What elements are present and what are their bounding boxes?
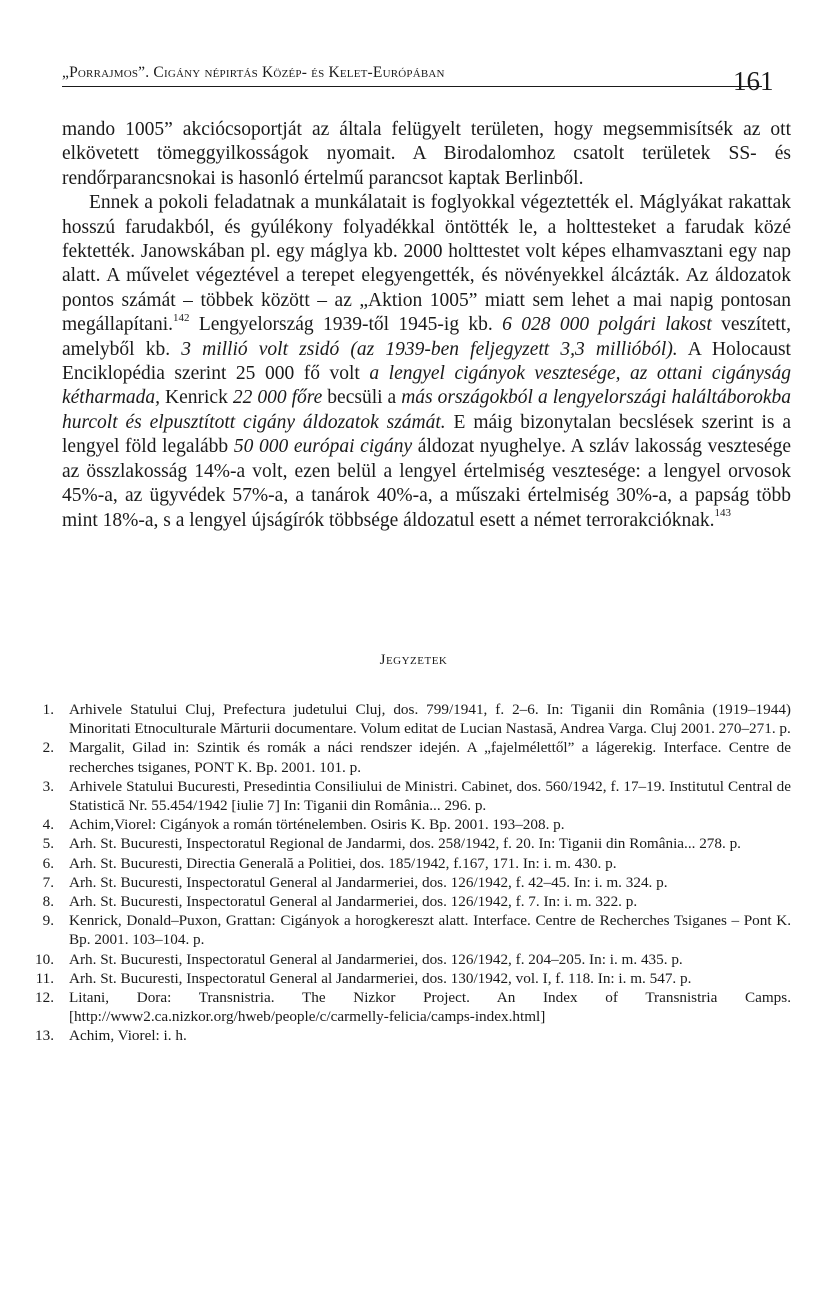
italic-figure: 50 000 európai cigány bbox=[233, 436, 413, 458]
notes-heading: Jegyzetek bbox=[379, 652, 448, 668]
note-item bbox=[28, 815, 791, 834]
note-text: Achim, Viorel: i. h. bbox=[69, 1027, 187, 1045]
note-text: Arhivele Statului Bucuresti, Presedintia Consiliului de Ministri. Cabinet, dos. 560/1942, f. 17–19. Institutul Central de Statistică Nr. 55.454/1942 [iulie 7] In: Tiganii din România... 296. p. bbox=[69, 777, 791, 815]
paragraph-2-text: E máig bizonytalan becslések szerint is a lengyel föld legalább bbox=[62, 411, 792, 458]
note-item bbox=[28, 854, 791, 873]
note-number: 11. bbox=[35, 969, 54, 987]
footnote-ref-143: 143 bbox=[714, 507, 731, 519]
page-number: 161 bbox=[733, 66, 774, 96]
paragraph-2 bbox=[62, 191, 791, 533]
note-number: 12. bbox=[35, 989, 54, 1007]
paragraph-2-text: A Holocaust Enciklopédia szerint 25 000 fő volt bbox=[62, 338, 791, 385]
main-text bbox=[62, 118, 791, 533]
note-item bbox=[28, 911, 791, 949]
note-item bbox=[28, 738, 791, 776]
italic-figure: a lengyel cigányok vesztesége, az ottani cigányság kétharmada, bbox=[62, 363, 791, 409]
italic-figure: 3 millió volt zsidó (az 1939-ben feljegyzett 3,3 millióból). bbox=[181, 338, 678, 360]
note-item bbox=[28, 892, 791, 911]
note-text: Arhivele Statului Cluj, Prefectura judetului Cluj, dos. 799/1941, f. 2–6. In: Tiganii din România (1919–1944) Minoritati Etnoculturale Mărturii documentare. Volum editat de Lucian Nastasă, Andrea Varga. Cluj 2001. 270–271. p. bbox=[69, 701, 791, 738]
paragraph-1 bbox=[62, 118, 791, 191]
note-number: 9. bbox=[42, 912, 54, 930]
note-number: 3. bbox=[42, 777, 54, 795]
note-text: Arh. St. Bucuresti, Inspectoratul General al Jandarmeriei, dos. 126/1942, f. 204–205. In: i. m. 435. p. bbox=[69, 950, 683, 968]
paragraph-2-text: Ennek a pokoli feladatnak a munkálatait is foglyokkal végeztették el. Máglyákat rakattak hosszú farudakból, és gyúlékony folyadékkal öntötték le, a holttesteket a farudak közé fektették. Janowskában pl. egy máglya kb. 2000 holttestet volt képes elhamvasztani egy nap alatt. A művelet végeztével a terepet elegyengették, és növényekkel álcázták. Az áldozatok pontos számát – többek között – az „Aktion 1005” miatt sem lehet a mai napig pontosan megállapítani. bbox=[62, 192, 791, 336]
note-text: Arh. St. Bucuresti, Inspectoratul General al Jandarmeriei, dos. 126/1942, f. 42–45. In: i. m. 324. p. bbox=[69, 873, 668, 891]
note-text: Margalit, Gilad in: Szintik és romák a náci rendszer idején. A „fajelmélettől” a lágerekig. Interface. Centre de recherches tsiganes, PONT K. Bp. 2001. 101. p. bbox=[69, 739, 791, 776]
italic-figure: más országokból a lengyelországi haláltáborokba hurcolt és elpusztított cigány áldozatok számát. bbox=[62, 387, 791, 433]
paragraph-1-text: mando 1005” akciócsoportját az általa felügyelt területen, hogy megsemmisítsék az ott elkövetett tömeggyilkosságok nyomait. A Birodalomhoz csatolt területek SS- és rendőrparancsnokai is hasonló értelmű parancsot kaptak Berlinből. bbox=[62, 119, 791, 189]
note-text: Arh. St. Bucuresti, Inspectoratul General al Jandarmeriei, dos. 130/1942, vol. I, f. 118. In: i. m. 547. p. bbox=[69, 969, 692, 987]
note-number: 5. bbox=[42, 835, 54, 853]
note-number: 7. bbox=[42, 873, 54, 891]
note-text: Kenrick, Donald–Puxon, Grattan: Cigányok a horogkereszt alatt. Interface. Centre de Recherches Tsiganes – Pont K. Bp. 2001. 103–104. p. bbox=[69, 912, 791, 949]
note-text: Arh. St. Bucuresti, Inspectoratul General al Jandarmeriei, dos. 126/1942, f. 7. In: i. m. 322. p. bbox=[69, 893, 638, 911]
paragraph-2-text: veszített, amelyből kb. bbox=[62, 314, 791, 360]
note-text: Achim,Viorel: Cigányok a román történelemben. Osiris K. Bp. 2001. 193–208. p. bbox=[69, 816, 565, 834]
note-text: Arh. St. Bucuresti, Directia Generală a Politiei, dos. 185/1942, f.167, 171. In: i. m. 430. p. bbox=[69, 854, 617, 872]
note-number: 4. bbox=[42, 816, 54, 834]
paragraph-2-text: becsüli a bbox=[322, 387, 402, 409]
note-number: 6. bbox=[42, 854, 54, 872]
note-item bbox=[28, 950, 791, 969]
footnote-ref-142: 142 bbox=[173, 311, 190, 324]
note-item bbox=[28, 969, 791, 988]
note-number: 10. bbox=[35, 950, 54, 968]
note-number: 2. bbox=[42, 739, 54, 757]
italic-figure: 22 000 főre bbox=[232, 387, 323, 409]
paragraph-2-text: áldozat nyughelye. A szláv lakosság vesztesége az összlakosság 14%-a volt, ezen belül a lengyel értelmiség vesztesége: a lengyel orvosok 45%-a, az ügyvédek 57%-a, a tanárok 40%-a, a műszaki értelmiség 30%-a, a papság több mint 18%-a, s a lengyel újságírók többsége áldozatul esett a német terrorakcióknak. bbox=[62, 436, 791, 531]
italic-figure: 6 028 000 polgári lakost bbox=[502, 314, 712, 336]
note-number: 1. bbox=[42, 701, 54, 718]
notes-list bbox=[28, 700, 791, 1046]
note-item bbox=[28, 834, 791, 853]
note-text: Litani, Dora: Transnistria. The Nizkor Project. An Index of Transnistria Camps. [http://www2.ca.nizkor.org/hweb/people/c/carmelly-felicia/camps-index.html] bbox=[69, 989, 791, 1026]
note-text: Arh. St. Bucuresti, Inspectoratul Regional de Jandarmi, dos. 258/1942, f. 20. In: Tiganii din România... 278. p. bbox=[69, 835, 741, 853]
paragraph-2-text: Lengyelország 1939-től 1945-ig kb. bbox=[189, 314, 503, 336]
note-item bbox=[28, 988, 791, 1026]
running-header bbox=[62, 58, 762, 87]
note-item bbox=[28, 777, 791, 815]
paragraph-2-text: Kenrick bbox=[160, 387, 233, 409]
note-item bbox=[28, 1026, 791, 1045]
running-title: „Porrajmos”. Cigány népirtás Közép- és Kelet-Európában bbox=[62, 64, 445, 81]
note-number: 8. bbox=[42, 893, 54, 911]
note-number: 13. bbox=[35, 1027, 54, 1045]
note-item bbox=[28, 873, 791, 892]
note-item bbox=[28, 700, 791, 738]
